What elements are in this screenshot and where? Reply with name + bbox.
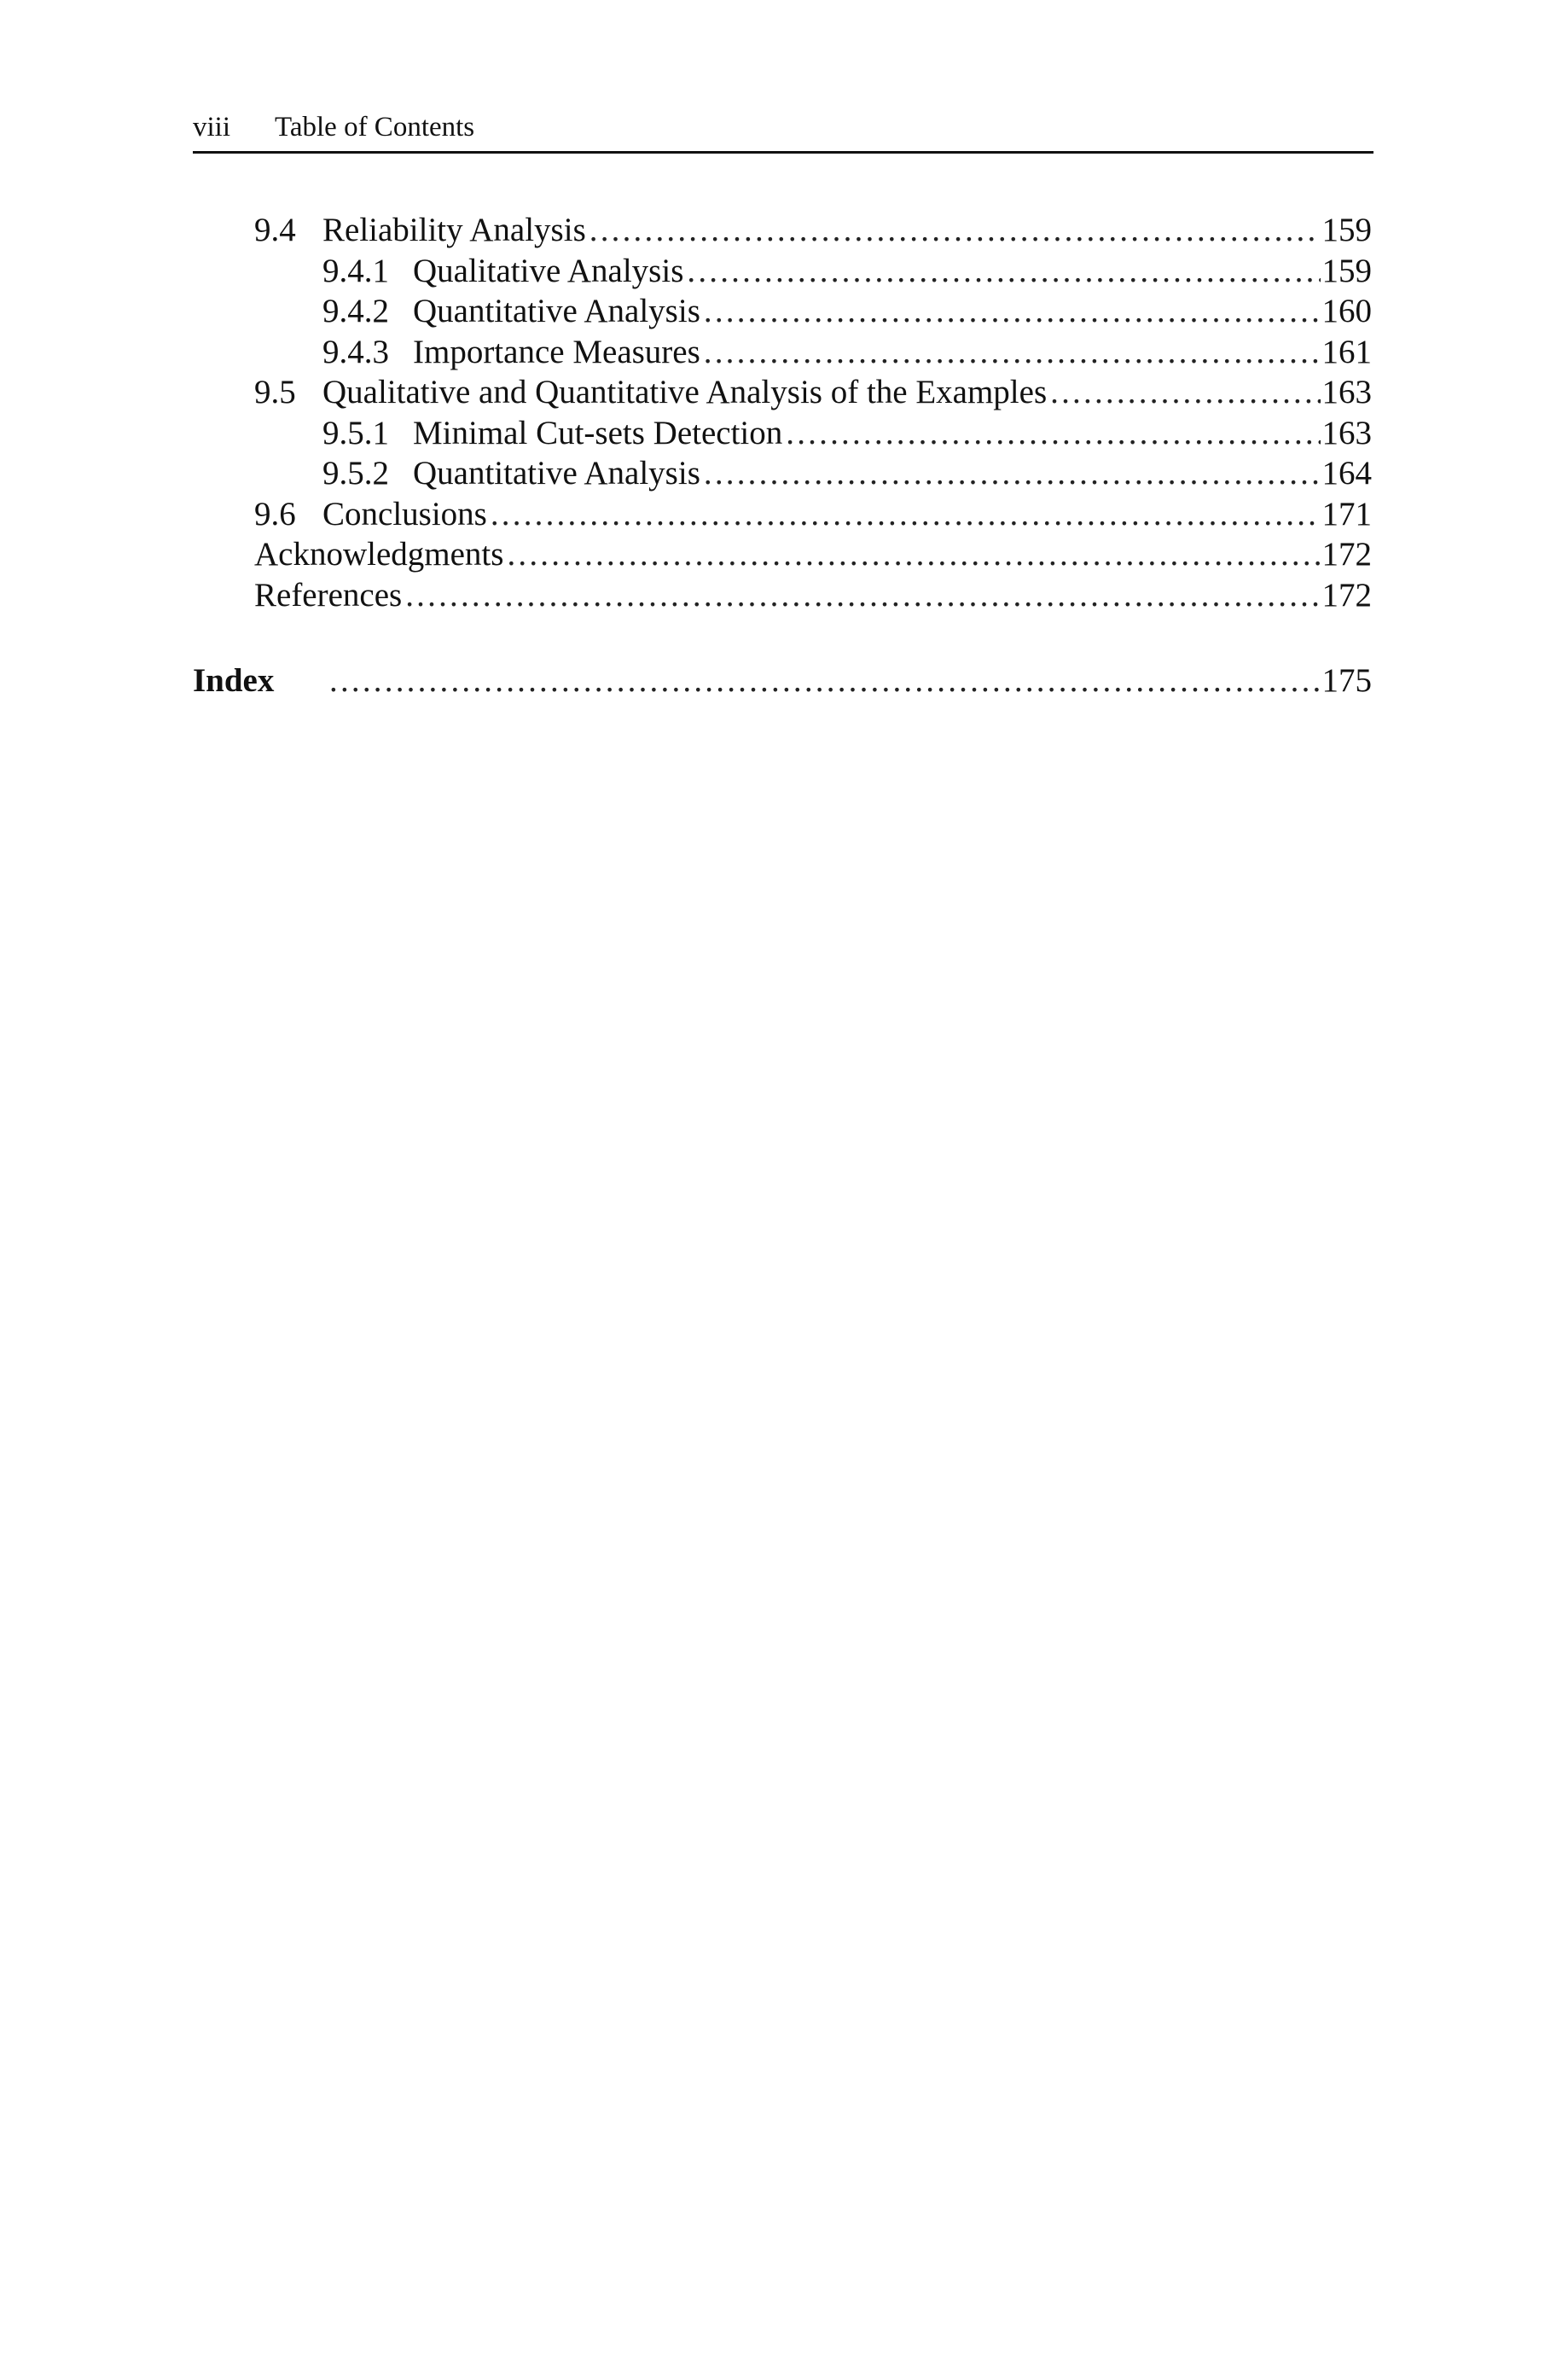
dot-leader [704,332,1321,373]
toc-entry-9-6[interactable] [193,494,1372,535]
toc-entry-number: 9.4.3 [322,333,389,370]
toc-entry-page: 161 [1321,333,1372,370]
toc-entry-title: Reliability Analysis [322,212,586,248]
toc-entry-page: 163 [1321,414,1372,451]
dot-leader [491,494,1321,535]
toc-entry-page: 164 [1321,455,1372,492]
toc-entry-title: Importance Measures [413,333,700,370]
toc-entry-9-4[interactable] [193,210,1372,251]
toc-entry-title: Qualitative and Quantitative Analysis of the Examples [322,374,1048,410]
toc-entry-page: 171 [1321,495,1372,532]
toc-entry-title: Index [193,662,275,699]
table-of-contents [193,210,1372,615]
toc-entry-9-4-3[interactable] [193,332,1372,373]
dot-leader [704,291,1321,332]
toc-entry-number: 9.4 [254,212,296,248]
toc-entry-number: 9.5.1 [322,414,389,451]
toc-entry-number: 9.6 [254,495,296,532]
toc-entry-9-5[interactable] [193,372,1372,413]
toc-entry-number: 9.5 [254,374,296,410]
toc-entry-9-5-2[interactable] [193,453,1372,494]
dot-leader [1050,372,1320,413]
toc-entry-page: 160 [1321,293,1372,329]
running-header [193,111,1373,154]
toc-entry-title: References [254,576,403,614]
toc-entry-9-4-2[interactable] [193,291,1372,332]
toc-entry-title: Acknowledgments [254,536,504,573]
toc-entry-page: 172 [1321,536,1372,573]
dot-leader [405,575,1320,616]
toc-entry-9-5-1[interactable] [193,413,1372,454]
page-folio: viii [193,112,231,143]
toc-entry-9-4-1[interactable] [193,251,1372,292]
dot-leader [704,453,1321,494]
toc-entry-number: 9.5.2 [322,455,389,492]
toc-entry-page: 172 [1321,576,1372,614]
toc-entry-number: 9.4.1 [322,252,389,289]
toc-entry-page: 175 [1321,662,1372,699]
toc-entry-page: 159 [1321,212,1372,248]
toc-entry-page: 163 [1321,374,1372,410]
toc-entry-title: Quantitative Analysis [413,455,700,492]
toc-entry-number: 9.4.2 [322,293,389,329]
toc-entry-references[interactable] [193,575,1372,616]
dot-leader [786,413,1320,454]
toc-entry-title: Minimal Cut-sets Detection [413,414,783,451]
dot-leader [329,660,1321,701]
toc-entry-title: Conclusions [322,495,487,532]
dot-leader [687,251,1320,292]
toc-entry-title: Qualitative Analysis [413,252,684,289]
toc-entry-title: Quantitative Analysis [413,293,700,329]
dot-leader [589,210,1321,251]
dot-leader [507,534,1320,575]
toc-entry-page: 159 [1321,252,1372,289]
toc-entry-acknowledgments[interactable] [193,534,1372,575]
toc-entry-index[interactable] [193,660,1372,701]
running-title: Table of Contents [275,112,475,143]
